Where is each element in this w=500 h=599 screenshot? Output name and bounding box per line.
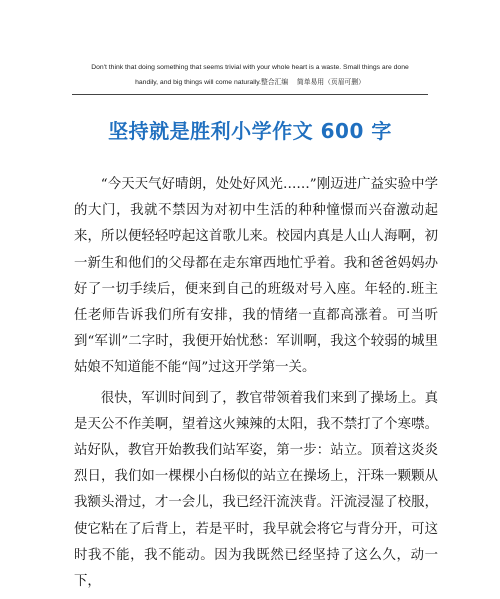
document-title: 坚持就是胜利小学作文 600 字 — [108, 119, 392, 143]
header-line-2: handily, and big things will come naturally.整合汇编 简单易用（页眉可删） — [135, 79, 365, 86]
header-divider — [72, 94, 428, 95]
paragraph-2: 很快，军训时间到了，教官带领着我们来到了操场上。真是天公不作美啊，望着这火辣辣的太阳，我不禁打了个寒噤。站好队，教官开始教我们站军姿，第一步：站立。顶着这炎炎烈日，我们如一棵棵小白杨似的站立在操场上，汗珠一颗颗从我额头滑过，才一会儿，我已经汗流浃背。汗流浸湿了校服，使它粘在了后背上，若是平时，我早就会将它与背分开，可这时我不能，我不能动。因为我既然已经坚持了这么久，动一下， — [74, 390, 438, 590]
paragraph-1: “今天天气好晴朗，处处好风光……”刚迈进广益实验中学的大门，我就不禁因为对初中生活的种种憧憬而兴奋激动起来，所以便轻轻哼起这首歌儿来。校园内真是人山人海啊，初一新生和他们的父母都在走东窜西地忙乎着。我和爸爸妈妈办好了一切手续后，便来到自己的班级对号入座。年轻的.班主任老师告诉我们所有安排，我的情绪一直都高涨着。可当听到“军训”二字时，我便开始忧愁：军训啊，我这个较弱的城里姑娘不知道能不能“闯”过这开学第一关。 — [74, 177, 438, 376]
document-body — [74, 172, 438, 599]
page-header — [70, 60, 430, 90]
header-line-1: Don't think that doing something that seems trivial with your whole heart is a waste. Small things are done — [91, 64, 409, 71]
